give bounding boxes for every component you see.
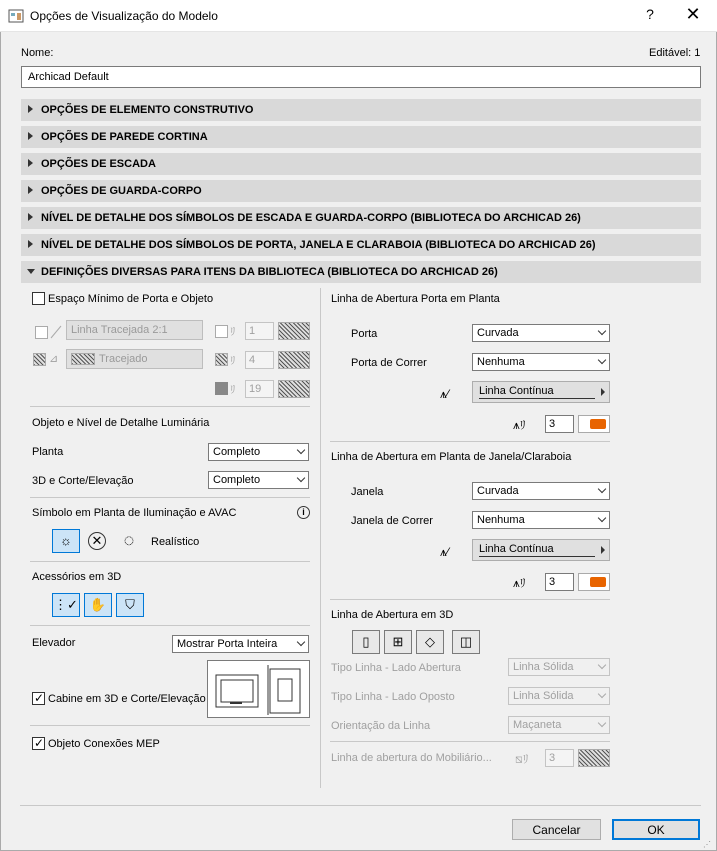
title-bar xyxy=(0,0,717,32)
pen-icon: ﾘ xyxy=(230,355,236,367)
fill-pattern-icon: ⊿ xyxy=(49,353,59,365)
furniture-label: Linha de abertura do Mobiliário... xyxy=(331,752,492,764)
divider xyxy=(30,725,310,726)
cabin-checkbox[interactable] xyxy=(32,692,45,705)
resize-grip-icon[interactable]: ⋰ xyxy=(703,840,711,849)
chevron-down-icon xyxy=(297,446,305,454)
dashed-line-selector[interactable]: Linha Tracejada 2:1 xyxy=(66,320,203,340)
fill-icon xyxy=(33,353,46,366)
section-building-element[interactable]: OPÇÕES DE ELEMENTO CONSTRUTIVO xyxy=(21,99,701,121)
open3d-window-button[interactable] xyxy=(384,630,412,654)
elevator-cabin-icon xyxy=(208,661,309,717)
expand-arrow-icon xyxy=(28,213,33,221)
divider xyxy=(30,625,310,626)
expand-arrow-icon xyxy=(28,159,33,167)
chevron-down-icon xyxy=(598,327,606,335)
window-title: Opções de Visualização do Modelo xyxy=(30,9,218,23)
footer-divider xyxy=(20,805,701,806)
chevron-down-icon xyxy=(297,638,305,646)
dotted-check-icon: ⋮✓ xyxy=(54,597,78,612)
chevron-down-icon xyxy=(297,474,305,482)
door-plan-title: Linha de Abertura Porta em Planta xyxy=(331,293,500,305)
mep-checkbox[interactable] xyxy=(32,737,45,750)
furniture-pen-color[interactable] xyxy=(578,749,610,767)
lod-title: Objeto e Nível de Detalhe Luminária xyxy=(32,417,210,429)
sliding-door-select[interactable]: Nenhuma xyxy=(472,353,610,371)
chevron-down-icon xyxy=(598,514,606,522)
cross-circle-button[interactable]: ✕ xyxy=(88,532,106,550)
arrow-right-icon xyxy=(601,388,605,396)
column-divider xyxy=(320,288,321,788)
window-select[interactable]: Curvada xyxy=(472,482,610,500)
window-plan-title: Linha de Abertura em Planta de Janela/Claraboia xyxy=(331,451,572,463)
divider xyxy=(30,497,310,498)
door-icon: ▯ xyxy=(362,634,370,649)
window-line-type-selector[interactable]: Linha Contínua xyxy=(472,539,610,561)
section-stair[interactable]: OPÇÕES DE ESCADA xyxy=(21,153,701,175)
line-icon xyxy=(49,324,63,340)
line-type-icon: ⩚⁄ xyxy=(440,545,449,559)
section-curtain-wall[interactable]: OPÇÕES DE PAREDE CORTINA xyxy=(21,126,701,148)
fill-pen-icon xyxy=(215,353,228,366)
furniture-pen-number[interactable]: 3 xyxy=(545,749,574,767)
min-space-label: Espaço Mínimo de Porta e Objeto xyxy=(48,293,214,305)
pen-number-3[interactable]: 19 xyxy=(245,380,274,398)
name-input[interactable]: Archicad Default xyxy=(21,66,701,88)
window-icon: ⊞ xyxy=(392,634,404,649)
background-pen-icon xyxy=(215,382,228,395)
editable-label: Editável: 1 xyxy=(649,47,701,59)
door-select[interactable]: Curvada xyxy=(472,324,610,342)
section-misc-library[interactable]: DEFINIÇÕES DIVERSAS PARA ITENS DA BIBLIOTECA (BIBLIOTECA DO ARCHICAD 26) xyxy=(21,261,701,283)
symbolic-light-button[interactable] xyxy=(52,529,80,553)
divider xyxy=(30,561,310,562)
type-open-select[interactable]: Linha Sólida xyxy=(508,658,610,676)
divider xyxy=(330,599,610,600)
hatch-selector[interactable]: Tracejado xyxy=(66,349,203,369)
cabin-preview xyxy=(207,660,310,718)
expand-arrow-icon xyxy=(28,132,33,140)
pen-number-2[interactable]: 4 xyxy=(245,351,274,369)
window-label: Janela xyxy=(351,486,384,498)
planta-label: Planta xyxy=(32,446,64,458)
corte-label: 3D e Corte/Elevação xyxy=(32,475,134,487)
divider xyxy=(330,441,610,442)
skylight-icon: ◇ xyxy=(425,634,435,649)
section-door-window-detail[interactable]: NÍVEL DE DETALHE DOS SÍMBOLOS DE PORTA, JANELA E CLARABOIA (BIBLIOTECA DO ARCHICAD 26) xyxy=(21,234,701,256)
cancel-button[interactable]: Cancelar xyxy=(512,819,601,840)
mep-label: Objeto Conexões MEP xyxy=(48,738,160,750)
cabinet-icon: ◫ xyxy=(459,634,473,649)
realistic-label: Realístico xyxy=(151,536,200,548)
line-pen-icon: ⩚ﾘ xyxy=(513,576,526,590)
name-label: Nome: xyxy=(21,47,54,59)
hatch-swatch xyxy=(71,353,95,365)
door-pen-number[interactable]: 3 xyxy=(545,415,574,433)
hvac-title: Símbolo em Planta de Iluminação e AVAC xyxy=(32,507,237,519)
open3d-cabinet-button[interactable] xyxy=(452,630,480,654)
window-pen-number[interactable]: 3 xyxy=(545,573,574,591)
line-pen-icon: ⩚ﾘ xyxy=(513,418,526,432)
pen-icon: ﾘ xyxy=(230,326,236,338)
close-button[interactable]: ✕ xyxy=(685,4,701,24)
open3d-title: Linha de Abertura em 3D xyxy=(331,609,454,621)
type-opp-label: Tipo Linha - Lado Oposto xyxy=(331,691,455,703)
help-button[interactable]: ? xyxy=(646,6,654,22)
pen-color-1[interactable] xyxy=(278,322,310,340)
pen-number-1[interactable]: 1 xyxy=(245,322,274,340)
chevron-down-icon xyxy=(598,690,606,698)
pen-color-3[interactable] xyxy=(278,380,310,398)
chevron-down-icon xyxy=(598,356,606,364)
accessory-button-1[interactable] xyxy=(52,593,80,617)
sliding-door-label: Porta de Correr xyxy=(351,357,427,369)
app-icon xyxy=(8,8,24,24)
chevron-down-icon xyxy=(598,719,606,727)
section-stair-railing-detail[interactable]: NÍVEL DE DETALHE DOS SÍMBOLOS DE ESCADA E GUARDA-CORPO (BIBLIOTECA DO ARCHICAD 26) xyxy=(21,207,701,229)
chevron-down-icon xyxy=(598,661,606,669)
sliding-window-label: Janela de Correr xyxy=(351,515,433,527)
chevron-down-icon xyxy=(598,485,606,493)
divider xyxy=(330,741,610,742)
hand-check-icon: ✋ xyxy=(89,597,107,612)
ok-button[interactable]: OK xyxy=(612,819,700,840)
arrow-right-icon xyxy=(601,546,605,554)
section-railing[interactable]: OPÇÕES DE GUARDA-CORPO xyxy=(21,180,701,202)
corte-select[interactable]: Completo xyxy=(208,471,309,489)
collapse-arrow-icon xyxy=(27,269,35,274)
open3d-skylight-button[interactable] xyxy=(416,630,444,654)
type-opp-select[interactable]: Linha Sólida xyxy=(508,687,610,705)
door-pen-color[interactable] xyxy=(578,415,610,433)
door-label: Porta xyxy=(351,328,378,340)
info-icon[interactable]: i xyxy=(297,506,310,519)
furniture-pen-icon: ⧅ﾘ xyxy=(515,752,529,766)
pen-checkbox-1[interactable] xyxy=(215,325,228,338)
expand-arrow-icon xyxy=(28,240,33,248)
expand-arrow-icon xyxy=(28,105,33,113)
sliding-window-select[interactable]: Nenhuma xyxy=(472,511,610,529)
divider xyxy=(30,406,310,407)
type-open-label: Tipo Linha - Lado Abertura xyxy=(331,662,461,674)
accessory-button-3[interactable] xyxy=(116,593,144,617)
door-line-type-selector[interactable]: Linha Contínua xyxy=(472,381,610,403)
orient-label: Orientação da Linha xyxy=(331,720,431,732)
expand-arrow-icon xyxy=(28,186,33,194)
elevator-select[interactable]: Mostrar Porta Inteira xyxy=(172,635,309,653)
line-type-icon: ⩚⁄ xyxy=(440,387,449,401)
accessory-button-2[interactable] xyxy=(84,593,112,617)
pen-color-2[interactable] xyxy=(278,351,310,369)
window-pen-color[interactable] xyxy=(578,573,610,591)
shield-check-icon: ⛉ xyxy=(125,597,135,612)
elevator-label: Elevador xyxy=(32,637,76,649)
min-space-checkbox[interactable] xyxy=(32,292,45,305)
line-checkbox[interactable] xyxy=(35,326,48,339)
accessories-title: Acessórios em 3D xyxy=(32,571,122,583)
planta-select[interactable]: Completo xyxy=(208,443,309,461)
open3d-door-button[interactable] xyxy=(352,630,380,654)
cabin-label: Cabine em 3D e Corte/Elevação xyxy=(48,693,206,705)
orient-select[interactable]: Maçaneta xyxy=(508,716,610,734)
realistic-light-button[interactable]: ◌ xyxy=(123,530,135,550)
lightbulb-icon: ☼ xyxy=(60,533,72,548)
pen-icon: ﾘ xyxy=(230,384,236,396)
